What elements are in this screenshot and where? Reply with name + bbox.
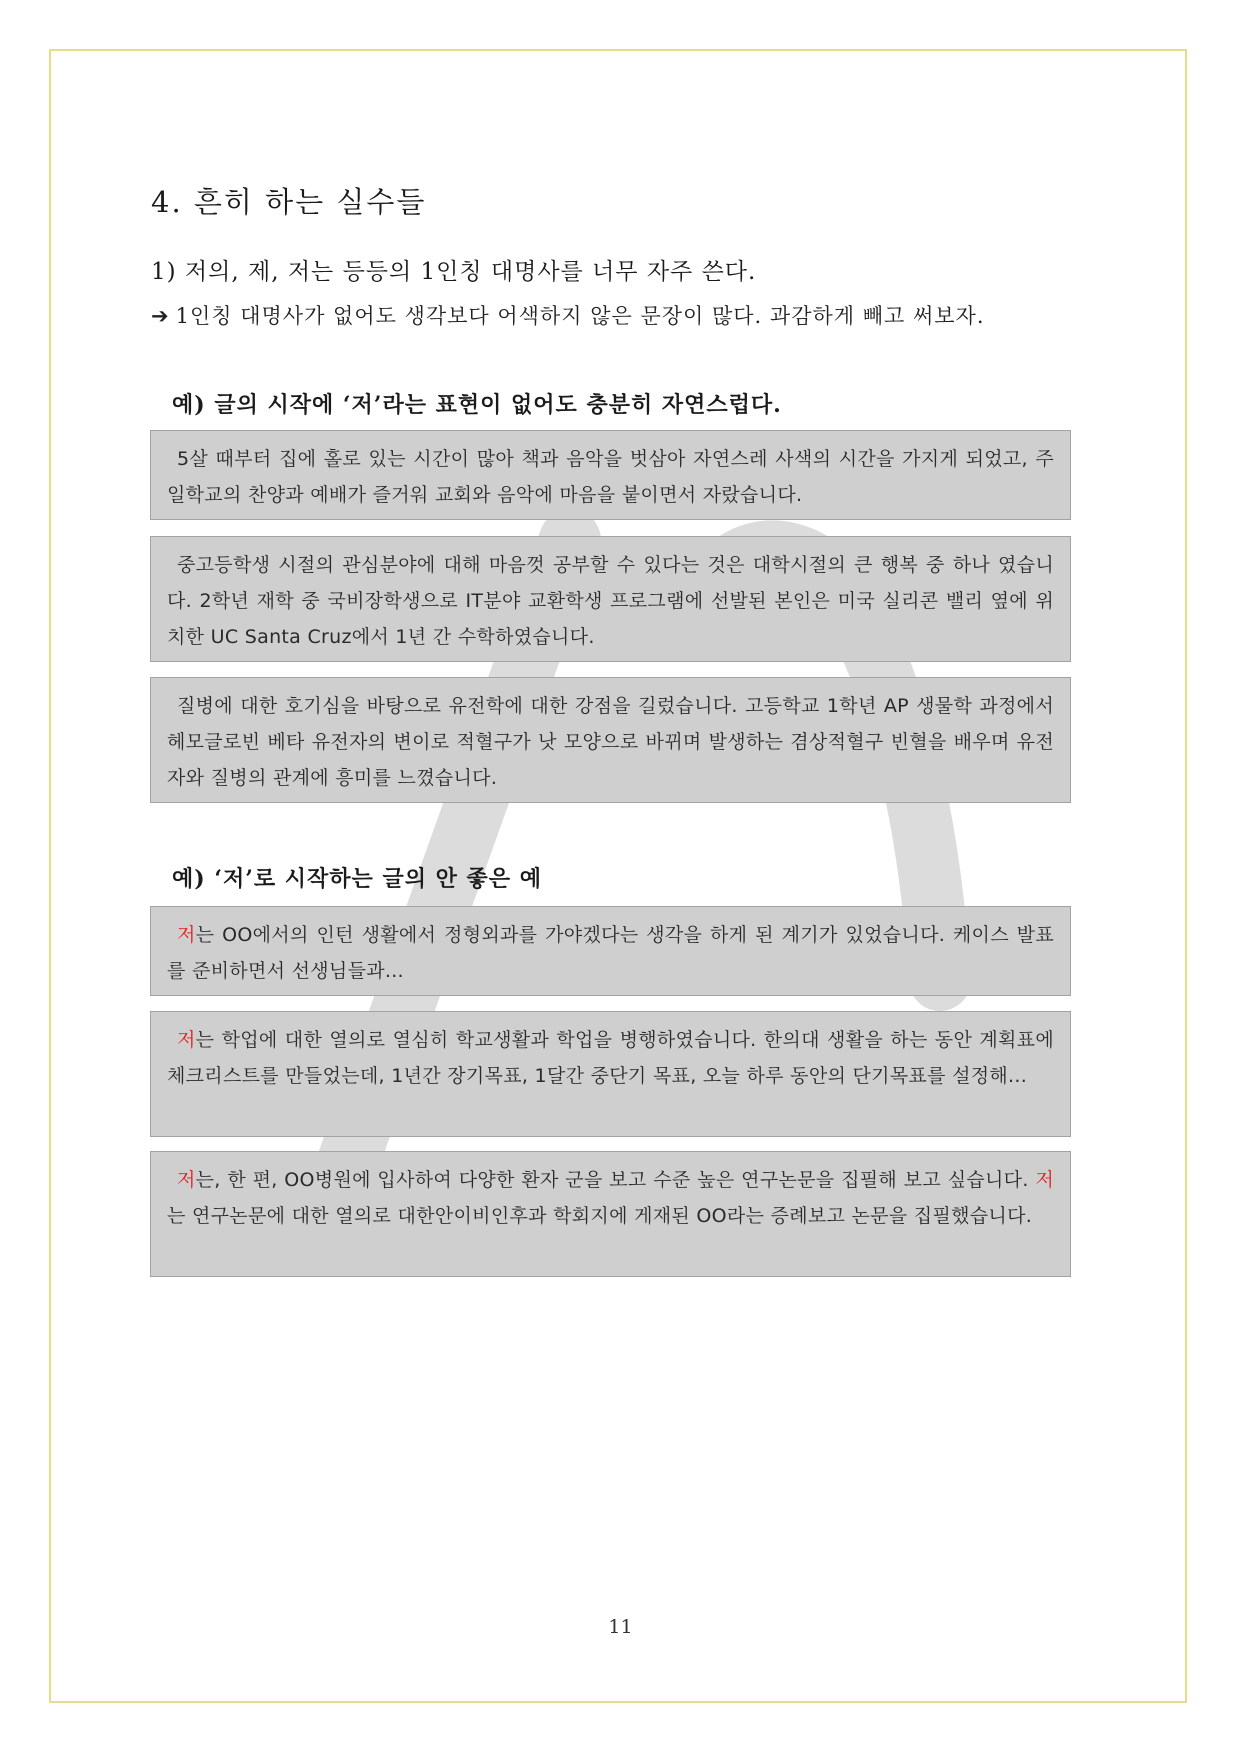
page-number: 11 <box>608 1616 633 1638</box>
mistake-subheading: 1) 저의, 제, 저는 등등의 1인칭 대명사를 너무 자주 쓴다. <box>151 259 757 285</box>
bad-example-label: 예) ‘저’로 시작하는 글의 안 좋은 예 <box>172 866 542 892</box>
bad-example-box <box>150 1151 1071 1277</box>
bad-example-text: 는 OO에서의 인턴 생활에서 정형외과를 가야겠다는 생각을 하게 된 계기가 있었습니다. 케이스 발표를 준비하면서 선생님들과... <box>167 924 1054 982</box>
section-heading: 4. 흔히 하는 실수들 <box>151 185 427 219</box>
tip-text: 1인칭 대명사가 없어도 생각보다 어색하지 않은 문장이 많다. 과감하게 빼고 써보자. <box>175 304 985 328</box>
arrow-right-icon: ➔ <box>151 304 170 328</box>
bad-example-text: 는 학업에 대한 열의로 열심히 학교생활과 학업을 병행하였습니다. 한의대 생활을 하는 동안 계획표에 체크리스트를 만들었는데, 1년간 장기목표, 1달간 중단기 목표, 오늘 하루 동안의 단기목표를 설정해... <box>167 1029 1054 1087</box>
highlighted-pronoun: 저 <box>177 1029 196 1051</box>
bad-example-text: 는, 한 편, OO병원에 입사하여 다양한 환자 군을 보고 수준 높은 연구논문을 집필해 보고 싶습니다. <box>195 1169 1036 1191</box>
highlighted-pronoun: 저 <box>1035 1169 1054 1191</box>
bad-example-box <box>150 906 1071 996</box>
good-example-box: 질병에 대한 호기심을 바탕으로 유전학에 대한 강점을 길렀습니다. 고등학교 1학년 AP 생물학 과정에서 헤모글로빈 베타 유전자의 변이로 적혈구가 낫 모양으로 바뀌며 발생하는 겸상적혈구 빈혈을 배우며 유전자와 질병의 관계에 흥미를 느꼈습니다. <box>150 677 1071 803</box>
highlighted-pronoun: 저 <box>177 924 196 946</box>
highlighted-pronoun: 저 <box>177 1169 196 1191</box>
good-example-box: 중고등학생 시절의 관심분야에 대해 마음껏 공부할 수 있다는 것은 대학시절의 큰 행복 중 하나 였습니다. 2학년 재학 중 국비장학생으로 IT분야 교환학생 프로그램에 선발된 본인은 미국 실리콘 밸리 옆에 위치한 UC Santa Cruz에서 1년 간 수학하였습니다. <box>150 536 1071 662</box>
bad-example-box <box>150 1011 1071 1137</box>
bad-example-text: 는 연구논문에 대한 열의로 대한안이비인후과 학회지에 게재된 OO라는 증례보고 논문을 집필했습니다. <box>167 1205 1033 1227</box>
good-example-box: 5살 때부터 집에 홀로 있는 시간이 많아 책과 음악을 벗삼아 자연스레 사색의 시간을 가지게 되었고, 주일학교의 찬양과 예배가 즐거워 교회와 음악에 마음을 붙이면서 자랐습니다. <box>150 430 1071 520</box>
good-example-label: 예) 글의 시작에 ‘저’라는 표현이 없어도 충분히 자연스럽다. <box>172 392 782 418</box>
tip-line <box>151 300 985 330</box>
